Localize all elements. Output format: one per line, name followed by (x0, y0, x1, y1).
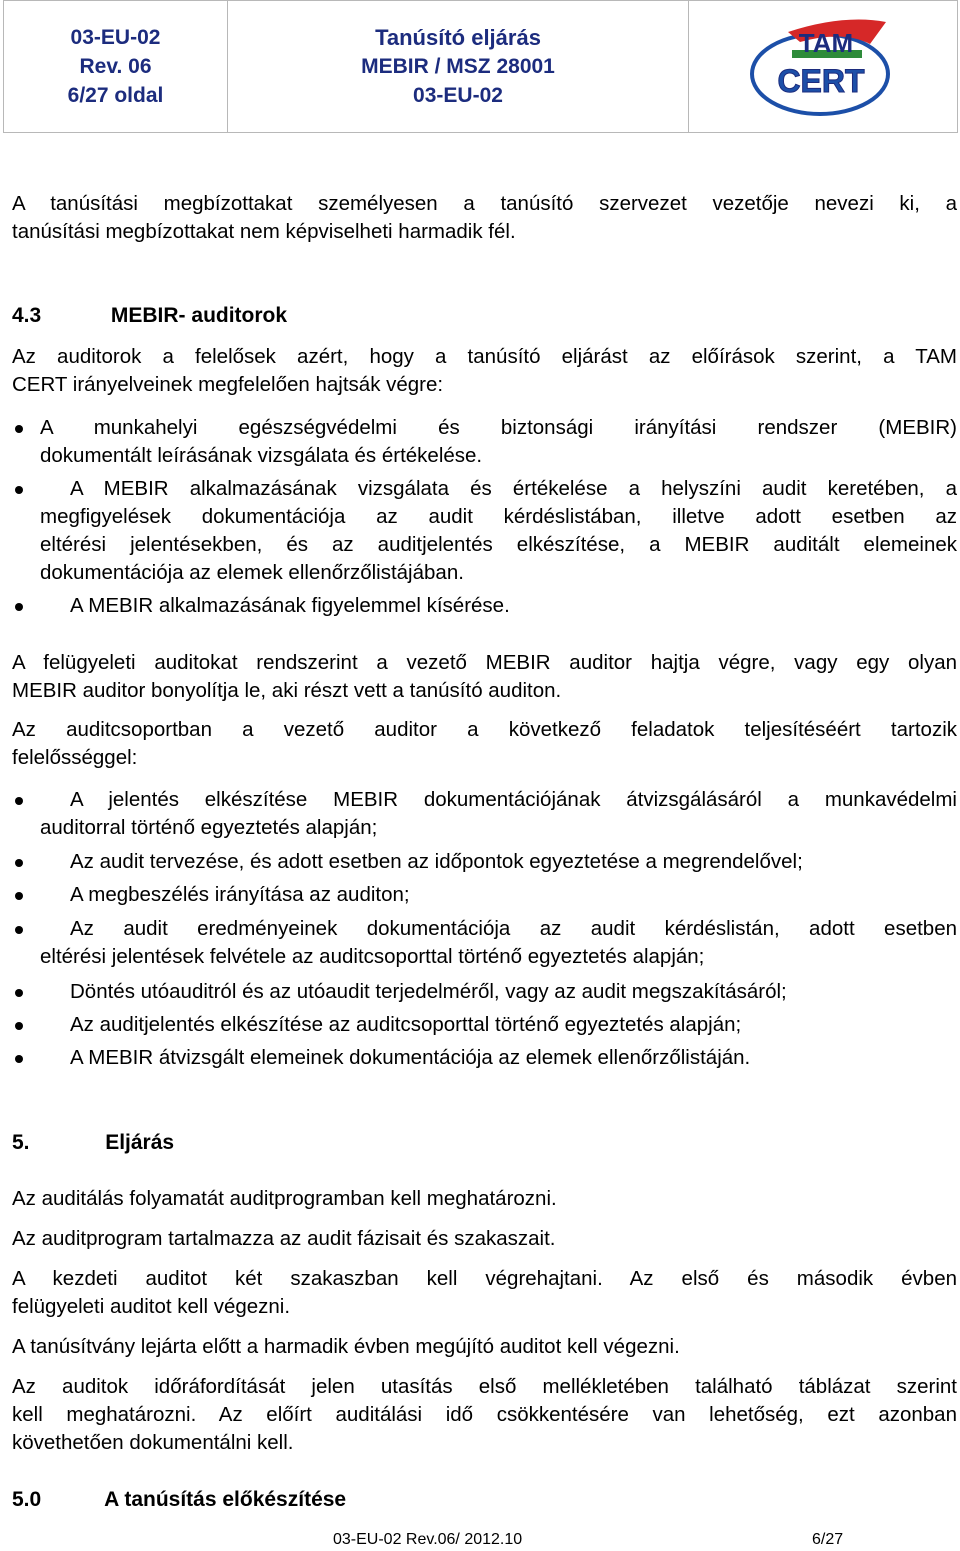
list-item (12, 592, 957, 620)
s43-para2-line1: A felügyeleti auditokat rendszerint a vezető MEBIR auditor hajtja végre, vagy egy olyan (12, 651, 957, 674)
section-4-3-title: MEBIR- auditorok (110, 304, 288, 327)
header-logo-cell (689, 1, 957, 132)
header-doc-code-2: 03-EU-02 (413, 84, 503, 107)
section-5-number: 5. (12, 1131, 30, 1154)
list-item-line: eltérési jelentések felvétele az auditcsoporttal történő egyeztetés alapján; (40, 945, 705, 968)
s5-para5-line3: követhetően dokumentálni kell. (12, 1431, 294, 1454)
list-item-line: Döntés utóauditról és az utóaudit terjedelméről, vagy az audit megszakításáról; (70, 980, 787, 1003)
bullet-icon (15, 1055, 23, 1063)
section-5-title: Eljárás (105, 1131, 175, 1154)
bullet-icon (15, 892, 23, 900)
footer-doc-info: 03-EU-02 Rev.06/ 2012.10 (333, 1531, 523, 1548)
section-4-3-number: 4.3 (12, 304, 42, 327)
header-revision: Rev. 06 (79, 55, 152, 78)
s5-para1: Az auditálás folyamatát auditprogramban kell meghatározni. (12, 1187, 557, 1210)
list-item-line: A munkahelyi egészségvédelmi és biztonsági irányítási rendszer (MEBIR) (40, 416, 957, 439)
bullet-icon (15, 1022, 23, 1030)
section-4-3-heading (12, 302, 957, 330)
s5-para4: A tanúsítvány lejárta előtt a harmadik évben megújító auditot kell végezni. (12, 1335, 680, 1358)
s43-para1-line1: Az auditorok a felelősek azért, hogy a tanúsító eljárást az előírások szerint, a TAM (12, 345, 957, 368)
s43-para3-line2: felelősséggel: (12, 746, 138, 769)
s5-para3-line2: felügyeleti auditot kell végezni. (12, 1295, 291, 1318)
list-item-line: Az audit tervezése, és adott esetben az időpontok egyeztetése a megrendelővel; (70, 850, 803, 873)
list-item (12, 848, 957, 876)
list-item-line: dokumentált leírásának vizsgálata és értékelése. (40, 444, 483, 467)
bullet-icon (15, 989, 23, 997)
list-item-line: A MEBIR átvizsgált elemeinek dokumentációja az elemek ellenőrzőlistáján. (70, 1046, 751, 1069)
s43-para1-line2: CERT irányelveinek megfelelően hajtsák végre: (12, 373, 444, 396)
section-5-0-title: A tanúsítás előkészítése (104, 1488, 347, 1511)
list-item-line: Az audit eredményeinek dokumentációja az audit kérdéslistán, adott esetben (70, 917, 957, 940)
section-5-heading (12, 1129, 957, 1157)
list-item (12, 1044, 957, 1072)
header-page: 6/27 oldal (67, 84, 164, 107)
s43-para2-line2: MEBIR auditor bonyolítja le, aki részt vett a tanúsító auditon. (12, 679, 562, 702)
header-doc-code: 03-EU-02 (70, 26, 161, 49)
tam-cert-logo-icon (748, 12, 898, 122)
list-item (12, 881, 957, 909)
s5-para5-line1: Az auditok időráfordítását jelen utasítás első mellékletében található táblázat szerint (12, 1375, 957, 1398)
s5-para5-line2: kell meghatározni. Az előírt auditálási idő csökkentésére van lehetőség, ezt azonban (12, 1403, 957, 1426)
list-item-line: Az auditjelentés elkészítése az auditcsoporttal történő egyeztetés alapján; (70, 1013, 742, 1036)
list-item (12, 1011, 957, 1039)
bullet-icon (15, 603, 23, 611)
header-title: Tanúsító eljárás (375, 25, 541, 50)
list-item (12, 978, 957, 1006)
s5-para2: Az auditprogram tartalmazza az audit fázisait és szakaszait. (12, 1227, 556, 1250)
list-item-line: dokumentációja az elemek ellenőrzőlistájában. (40, 561, 464, 584)
bullet-icon (15, 486, 23, 494)
svg-text:TAM: TAM (798, 27, 854, 58)
header-title-block (228, 1, 689, 132)
s43-para3-line1: Az auditcsoportban a vezető auditor a következő feladatok teljesítéséért tartozik (12, 718, 957, 741)
header-doc-info (4, 1, 228, 132)
s5-para3-line1: A kezdeti auditot két szakaszban kell végrehajtani. Az első és második évben (12, 1267, 957, 1290)
header-standard: MEBIR / MSZ 28001 (361, 55, 555, 78)
list-item (12, 475, 957, 587)
footer-page-number: 6/27 (812, 1531, 844, 1548)
bullet-icon (15, 859, 23, 867)
list-item (12, 414, 957, 470)
list-item (12, 786, 957, 842)
list-item-line: megfigyelések dokumentációja az audit kérdéslistában, illetve adott esetben az (40, 505, 957, 528)
bullet-icon (15, 425, 23, 433)
list-item-line: A MEBIR alkalmazásának vizsgálata és értékelése a helyszíni audit keretében, a (70, 477, 957, 500)
intro-line-2: tanúsítási megbízottakat nem képviselheti harmadik fél. (12, 220, 516, 243)
list-item (12, 915, 957, 971)
svg-text:CERT: CERT (777, 62, 865, 99)
list-item-line: eltérési jelentésekben, és az auditjelentés elkészítése, a MEBIR auditált elemeinek (40, 533, 957, 556)
list-item-line: auditorral történő egyeztetés alapján; (40, 816, 378, 839)
list-item-line: A megbeszélés irányítása az auditon; (70, 883, 410, 906)
list-item-line: A MEBIR alkalmazásának figyelemmel kísérése. (70, 594, 510, 617)
bullet-icon (15, 926, 23, 934)
intro-line-1: A tanúsítási megbízottakat személyesen a tanúsító szervezet vezetője nevezi ki, a (12, 192, 957, 215)
bullet-icon (15, 797, 23, 805)
section-5-0-number: 5.0 (12, 1488, 42, 1511)
list-item-line: A jelentés elkészítése MEBIR dokumentációjának átvizsgálásáról a munkavédelmi (70, 788, 957, 811)
document-header (3, 0, 958, 133)
section-5-0-heading (12, 1486, 957, 1514)
